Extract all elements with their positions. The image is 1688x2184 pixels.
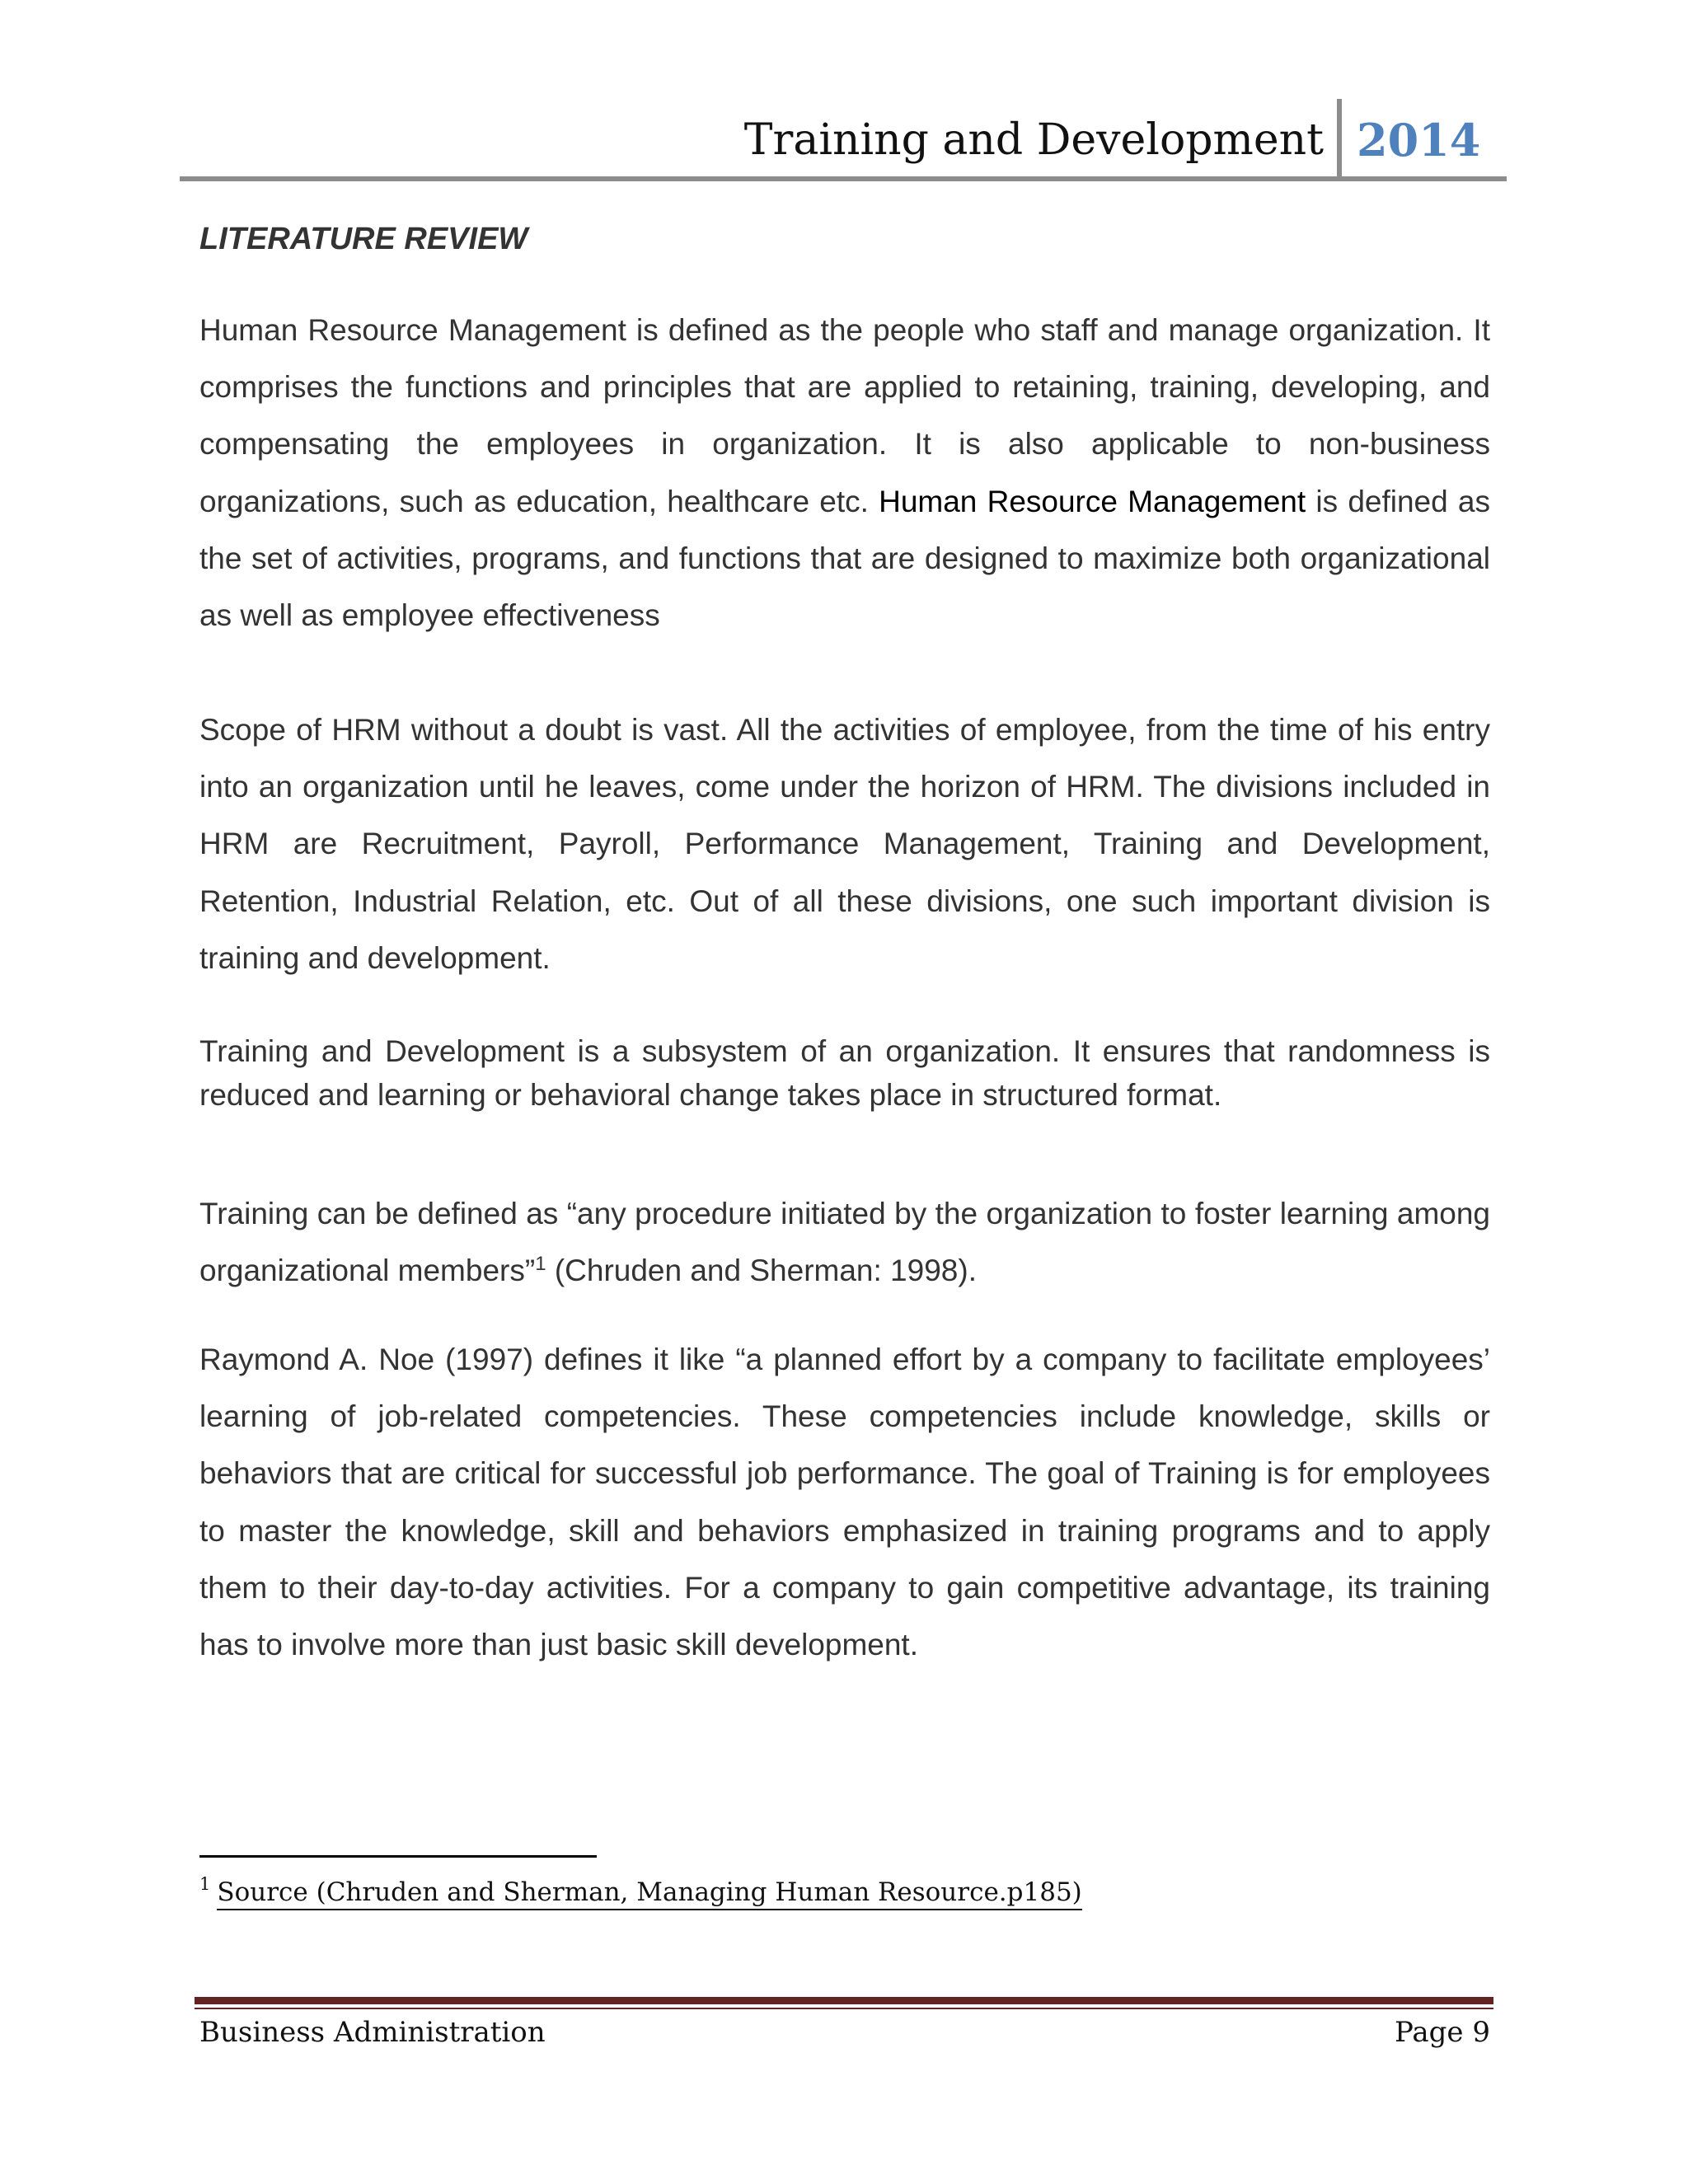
paragraph-hrm-scope: Scope of HRM without a doubt is vast. All the activities of employee, from the time of his entry into an organization until he leaves, come under the horizon of HRM. The divisions included in HRM are Recruitment, Payroll, Performance Management, Training and Development, Retention, Industrial Relation, etc. Out of all these divisions, one such important division is training and development.: [199, 713, 1490, 975]
paragraph-text: (Chruden and Sherman: 1998).: [546, 1254, 977, 1288]
footer-rule-thick: [195, 1997, 1493, 2004]
paragraph-noe-definition: Raymond A. Noe (1997) defines it like “a planned effort by a company to facilitate employees’ learning of job-related competencies. These competencies include knowledge, skills or behaviors that are critical for successful job performance. The goal of Training is for employees to master the knowledge, skill and behaviors emphasized in training programs and to apply them to their day-to-day activities. For a company to gain competitive advantage, its training has to involve more than just basic skill development.: [199, 1343, 1490, 1662]
header-title: Training and Development: [743, 115, 1324, 165]
header-year: 2014: [1357, 114, 1481, 166]
footer-page-number: Page 9: [1395, 2016, 1490, 2049]
footnote-text[interactable]: Source (Chruden and Sherman, Managing Human Resource.p185): [217, 1877, 1081, 1910]
footnote-reference[interactable]: 1: [535, 1253, 546, 1276]
paragraph-text: Human Resource Management is defined as the people who staff and manage organization. It comprises the functions and principles that are applied to retaining, training, developing, and compensating the employees in organization. It is also applicable to non-business organizations, such as education, healthcare etc.: [199, 313, 1490, 518]
footer-department: Business Administration: [199, 2016, 546, 2049]
header-rule: [180, 176, 1507, 181]
paragraph-hrm-definition: [199, 302, 1490, 644]
paragraph-text: Training can be defined as “any procedure initiated by the organization to foster learning among organizational members”: [199, 1197, 1490, 1288]
hrm-term: Human Resource Management: [879, 484, 1306, 518]
header-divider: [1337, 99, 1342, 180]
footnote-separator: [199, 1855, 597, 1858]
footer-rule-thin: [195, 2008, 1493, 2009]
section-heading: LITERATURE REVIEW: [199, 222, 528, 256]
paragraph-text: is defined as the set of activities, programs, and functions that are designed to maximize both organizational as well as employee effectiveness: [199, 484, 1491, 633]
footnote-mark: 1: [199, 1874, 211, 1895]
footnote: [199, 1871, 1082, 1914]
paragraph-training-subsystem: Training and Development is a subsystem of an organization. It ensures that randomness is reduced and learning or behavioral change takes place in structured format.: [199, 1034, 1490, 1112]
paragraph-training-definition: [199, 1185, 1490, 1299]
